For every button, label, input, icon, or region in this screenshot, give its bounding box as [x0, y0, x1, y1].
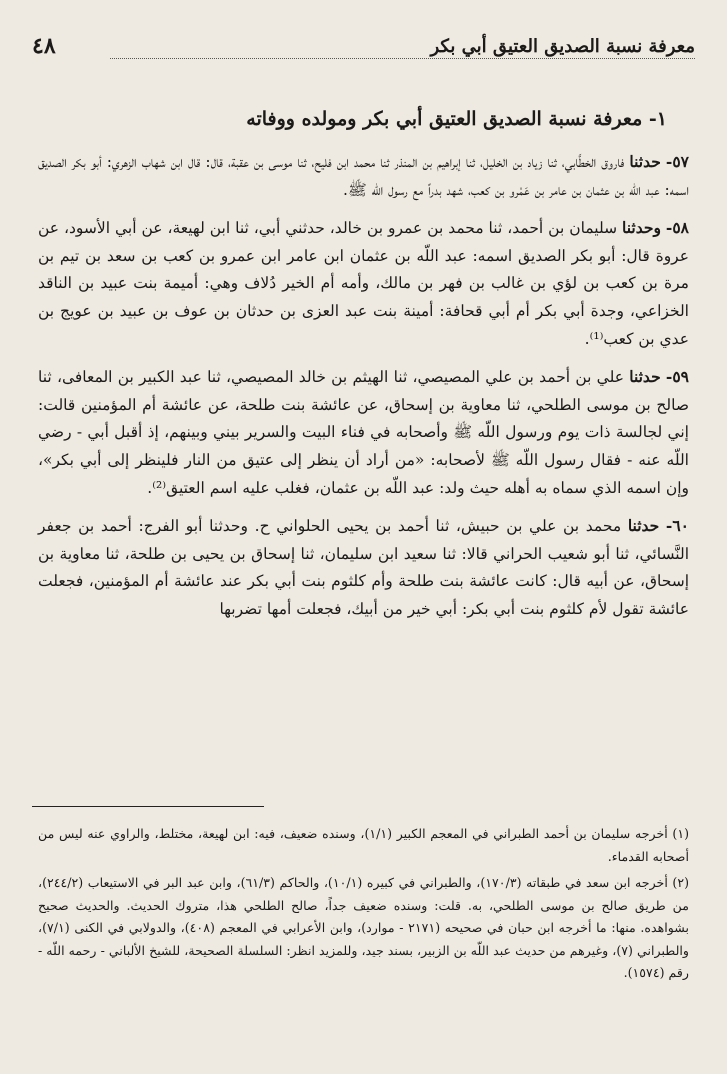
- running-title: معرفة نسبة الصديق العتيق أبي بكر: [430, 35, 695, 57]
- footnote: (١) أخرجه سليمان بن أحمد الطبراني في المعجم الكبير (١/١)، وسنده ضعيف، فيه: ابن لهيعة، مختلط، والراوي عنه ليس من أصحابه القدماء.: [38, 826, 689, 864]
- hadith-paragraph: [38, 214, 689, 353]
- hadith-paragraph: [38, 148, 689, 204]
- hadith-paragraph: [38, 512, 689, 623]
- hadith-lead: حدثنا: [627, 516, 660, 536]
- section-title: ١- معرفة نسبة الصديق العتيق أبي بكر ومولده ووفاته: [246, 108, 667, 130]
- hadith-text: علي بن أحمد بن علي المصيصي، ثنا الهيثم بن خالد المصيصي، ثنا عبد الكبير بن المعافى، ثنا صالح بن موسى الطلحي، ثنا معاوية بن إسحاق، عن عائشة بنت طلحة، عن عائشة أم المؤمنين قالت: إني لجالسة ذات يوم ورسول اللّه ﷺ وأصحابه في فناء البيت والسرير بيني وبينهم، إذ أقبل أبي - رضي اللّه عنه - فقال رسول اللّه ﷺ لأصحابه: «من أراد أن ينظر إلى عتيق من النار فلينظر إلى أبي بكر»، وإن اسمه الذي سماه به أهله حيث ولد: عبد اللّه بن عثمان، فغلب عليه اسم العتيق⁽²⁾.: [38, 368, 689, 497]
- hadith-number: ٥٩-: [665, 367, 689, 387]
- hadith-text: سليمان بن أحمد، ثنا محمد بن عمرو بن خالد، حدثني أبي، ثنا ابن لهيعة، عن أبي الأسود، عن عروة قال: أبو بكر الصديق اسمه: عبد اللّه بن عثمان ابن عامر ابن عمرو بن كعب بن سعد بن تيم بن مرة بن كعب بن لؤي بن غالب بن فهر بن مالك، وأمه أم الخير دُلاف وهي: أميمة بنت عبيد بن الناقد الخزاعي، وجدة أبي بكر أم أبي قحافة: أمينة بنت عبد العزى بن حدثان بن عوف بن عبيد بن عويج بن عدي بن كعب⁽¹⁾.: [38, 219, 689, 348]
- hadith-number: ٥٧-: [665, 152, 689, 171]
- page-number: ٤٨: [32, 33, 56, 59]
- hadith-number: ٦٠-: [665, 516, 689, 536]
- header-rule: [110, 58, 695, 59]
- hadith-lead: حدثنا: [629, 152, 661, 171]
- hadith-lead: وحدثنا: [622, 218, 661, 238]
- hadith-lead: حدثنا: [629, 367, 661, 387]
- footnote: (٢) أخرجه ابن سعد في طبقاته (١٧٠/٣)، والطبراني في كبيره (١٠/١)، والحاكم (٦١/٣)، وابن عبد البر في الاستيعاب (٢٤٤/٢)، من طريق صالح بن موسى الطلحي، به. قلت: وسنده ضعيف جداً، صالح الطلحي هذا، متروك الحديث. والحديث صحيح بشواهده. منها: ما أخرجه ابن حبان في صحيحه (٢١٧١ - موارد)، وابن الأعرابي في المعجم (٤٠٨)، والدولابي في الكنى (٧/١)، والطبراني (٧)، وغيرهم من حديث عبد اللّه بن الزبير، بسند جيد، وللمزيد انظر: السلسلة الصحيحة، للشيخ الألباني - رحمه اللّه - رقم (١٥٧٤).: [38, 875, 689, 980]
- hadith-text: محمد بن علي بن حبيش، ثنا أحمد بن يحيى الحلواني ح. وحدثنا أبو الفرج: أحمد بن جعفر النَّسائي، ثنا أبو شعيب الحراني قالا: ثنا سعيد ابن سليمان، ثنا إسحاق بن يحيى بن طلحة، ثنا معاوية بن إسحاق، عن أبيه قال: كانت عائشة بنت طلحة وأم كلثوم بنت أبي بكر عند عائشة أم المؤمنين، فجعلت عائشة تقول لأم كلثوم بنت أبي بكر: أبي خير من أبيك، فجعلت أمها تضربها: [38, 517, 689, 618]
- footnote-rule: [32, 806, 264, 807]
- footnotes: [38, 823, 689, 989]
- main-text: [38, 148, 689, 634]
- hadith-text: فاروق الخطَّابي، ثنا زياد بن الخليل، ثنا إبراهيم بن المنذر ثنا محمد ابن فليح، ثنا موسى بن عقبة، قال: قال ابن شهاب الزهري: أبو بكر الصديق اسمه: عبد اللّه بن عثمان بن عامر بن عَمْرو بن كعب، شهد بدراً مع رسول اللّه ﷺ.: [38, 153, 689, 199]
- hadith-number: ٥٨-: [665, 218, 689, 238]
- hadith-paragraph: [38, 363, 689, 502]
